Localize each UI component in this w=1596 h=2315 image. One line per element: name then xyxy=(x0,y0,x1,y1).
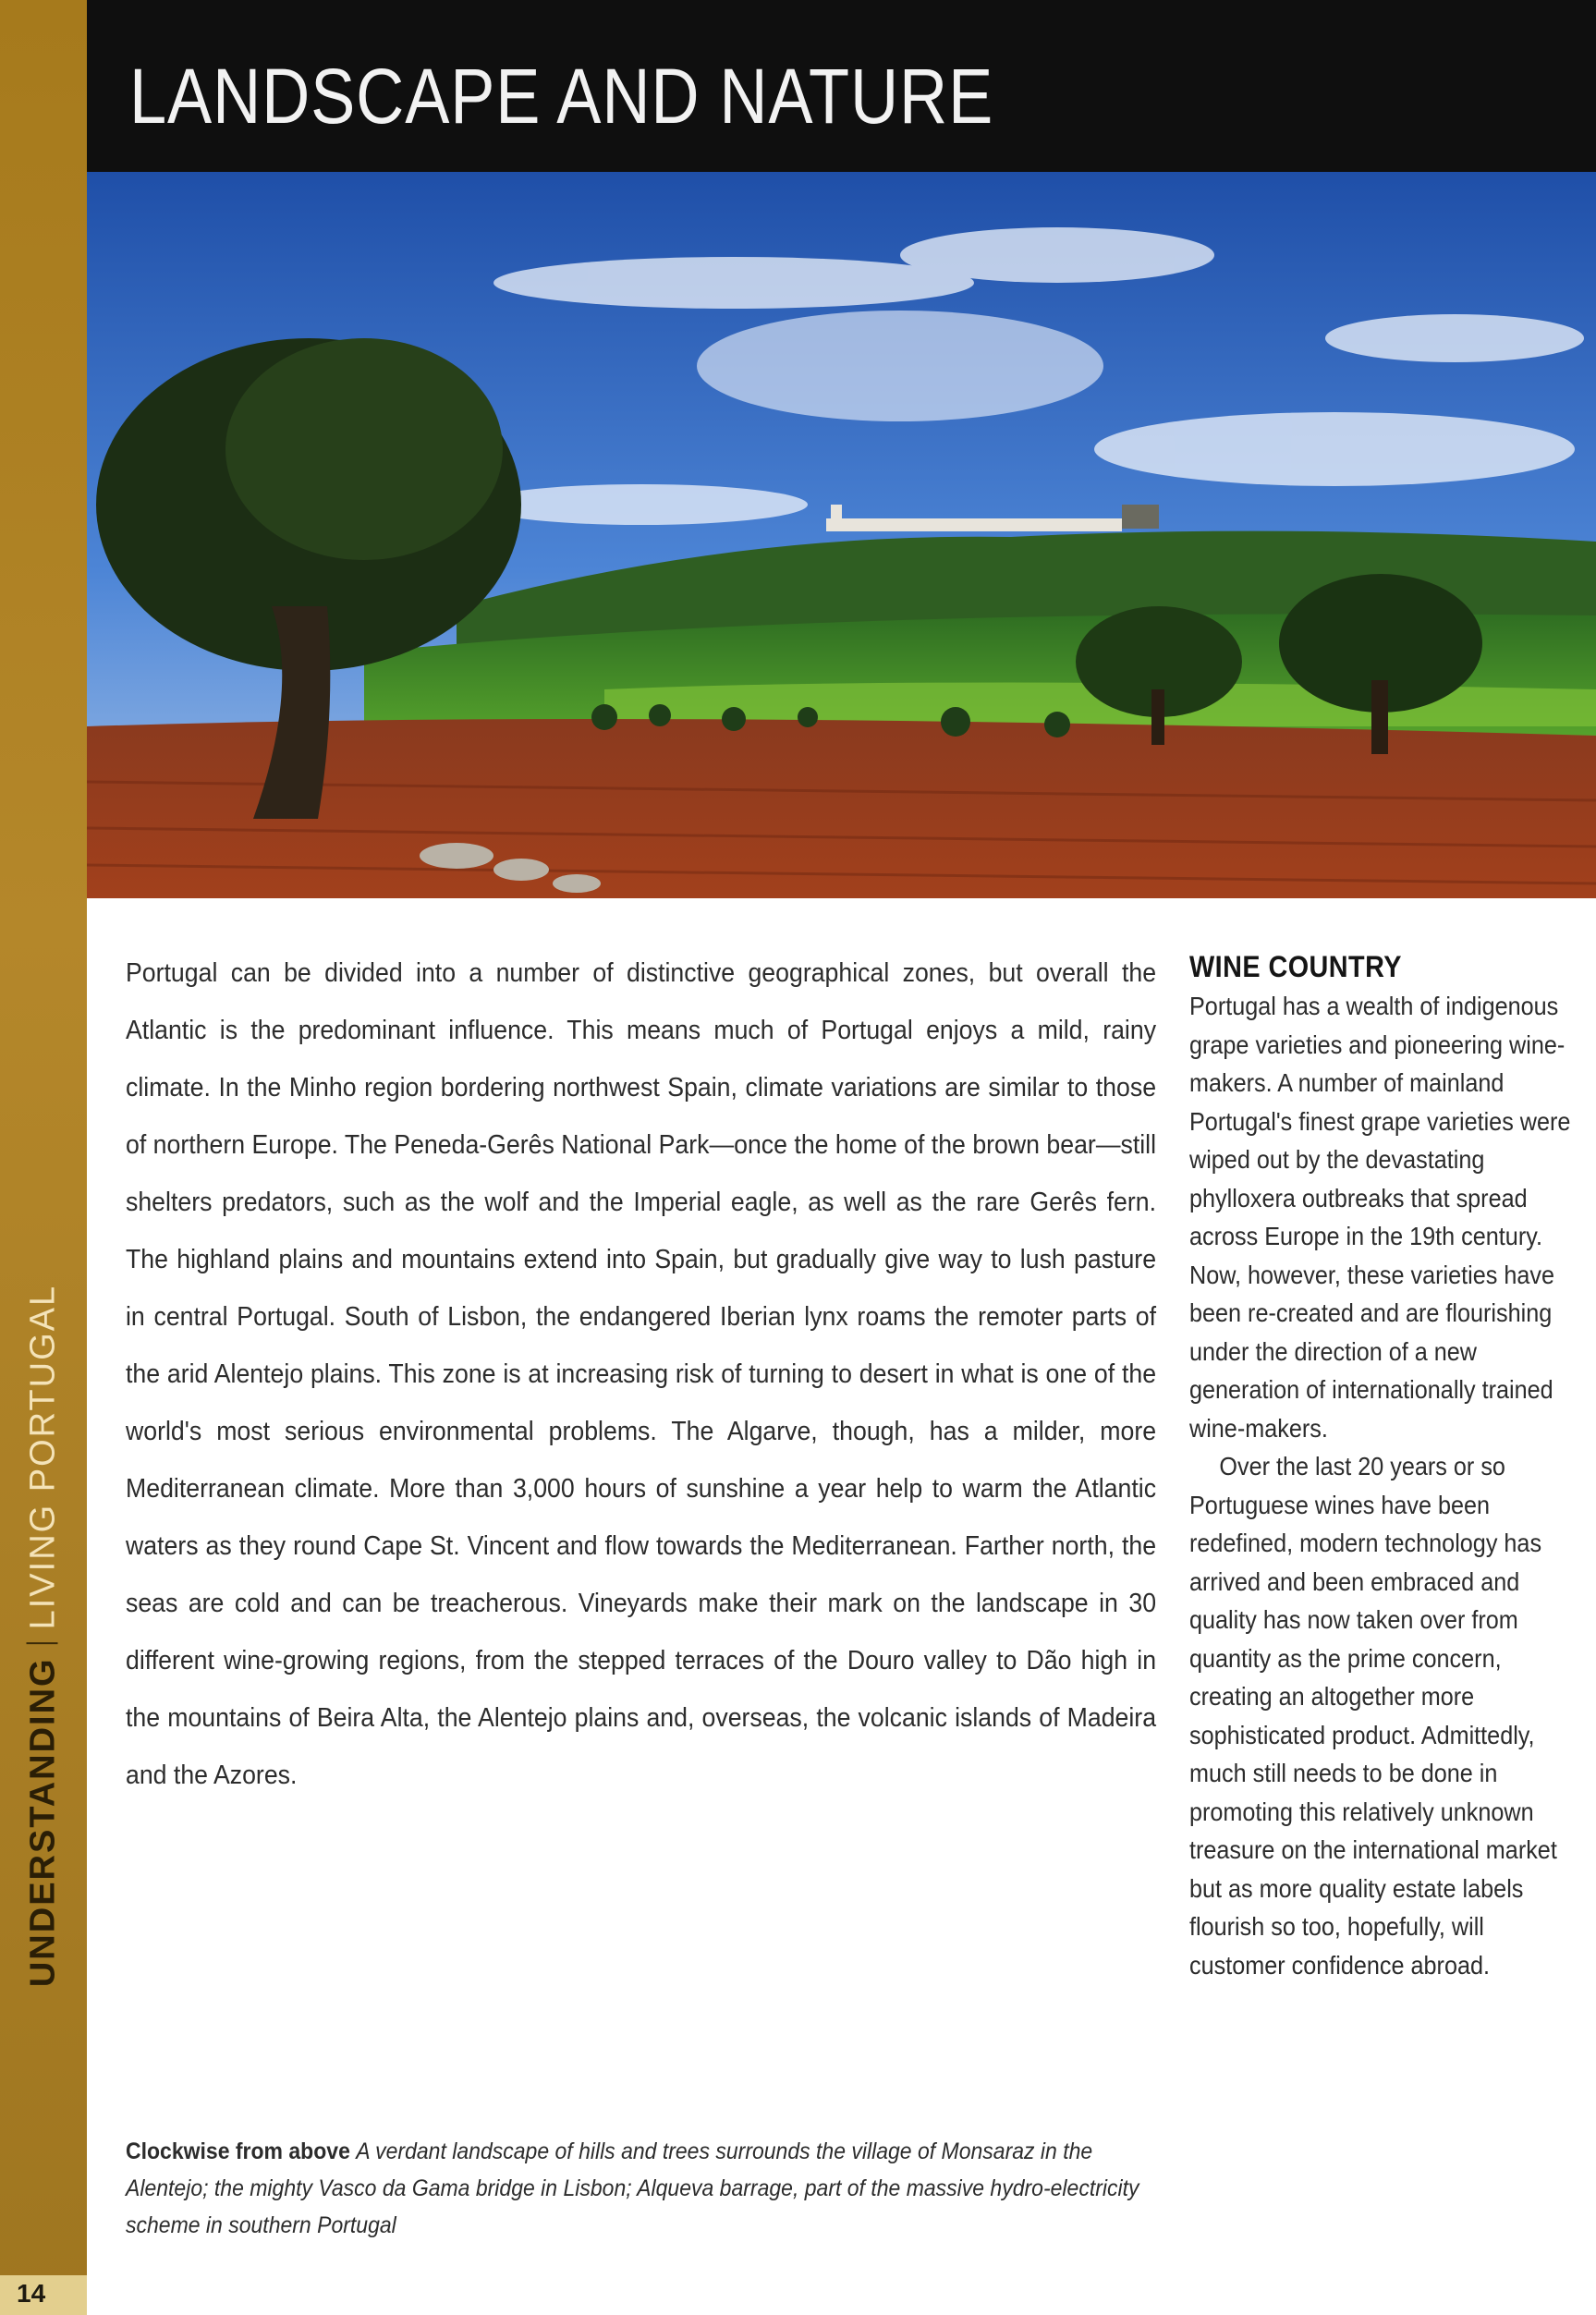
caption-text: A verdant landscape of hills and trees surrounds the village of Monsaraz in the Alentejo; the mighty Vasco da Gama bridge in Lisbon; Alqueva barrage, part of the massive hydro-electricity scheme in southern Portugal xyxy=(126,2138,1139,2238)
caption-lead: Clockwise from above xyxy=(126,2138,350,2164)
section-divider xyxy=(27,1642,58,1644)
side-heading: WINE COUNTRY xyxy=(1189,950,1402,983)
page-number: 14 xyxy=(17,2279,46,2308)
landscape-illustration xyxy=(87,172,1596,898)
main-body-text: Portugal can be divided into a number of distinctive geographical zones, but overall the Atlantic is the predominant influence. This means much of Portugal enjoys a mild, rainy climate. In the Minho region bordering northwest Spain, climate variations are similar to those of northern Europe. The Peneda-Gerês National Park—once the home of the brown bear—still shelters predators, such as the wolf and the Imperial eagle, as well as the rare Gerês fern. The highland plains and mountains extend into Spain, but gradually give way to lush pasture in central Portugal. South of Lisbon, the endangered Iberian lynx roams the remoter parts of the arid Alentejo plains. This zone is at increasing risk of turning to desert in what is one of the world's most serious environmental problems. The Algarve, though, has a milder, more Mediterranean climate. More than 3,000 hours of sunshine a year help to warm the Atlantic waters as they round Cape St. Vincent and flow towards the Mediterranean. Farther north, the seas are cold and can be treacherous. Vineyards make their mark on the landscape in 30 different wine-growing regions, from the stepped terraces of the Douro valley to Dão high in the mountains of Beira Alta, the Alentejo plains and, overseas, the volcanic islands of Madeira and the Azores. xyxy=(126,958,1157,1790)
section-name: UNDERSTANDING xyxy=(23,1657,63,1988)
page-title: LANDSCAPE AND NATURE xyxy=(129,53,994,140)
side-paragraph-2: Over the last 20 years or so Portuguese wines have been redefined, modern technology has arrived and been embraced and quality has now taken over from quantity as the prime concern, creating an altogether more sophisticated product. Admittedly, much still needs to be done in promoting this relatively unknown treasure on the international market but as more quality estate labels flourish so too, hopefully, will customer confidence abroad. xyxy=(1189,1452,1557,1980)
subsection-name: LIVING PORTUGAL xyxy=(23,1284,63,1630)
side-paragraph-1: Portugal has a wealth of indigenous grape varieties and pioneering wine-makers. A number of mainland Portugal's finest grape varieties were wiped out by the devastating phylloxera outbreaks that spread across Europe in the 19th century. Now, however, these varieties have been re-created and are flourishing under the direction of a new generation of internationally trained wine-makers. xyxy=(1189,992,1571,1443)
wine-country-sidebar xyxy=(1189,946,1587,1984)
sidebar-section-label xyxy=(24,1285,64,1987)
landscape-photo xyxy=(87,172,1596,898)
photo-caption xyxy=(126,2133,1146,2244)
